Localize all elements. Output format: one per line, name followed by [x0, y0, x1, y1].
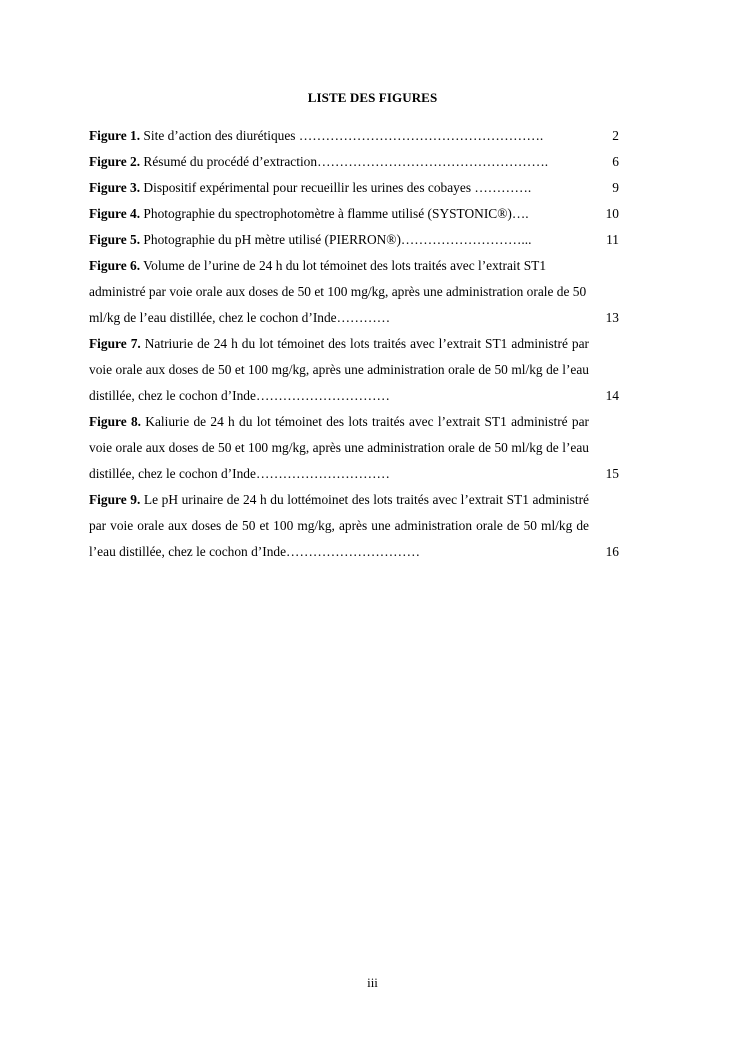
figure-caption: Dispositif expérimental pour recueillir les urines des cobayes ………….: [140, 180, 532, 195]
figure-entry-6: [89, 253, 619, 331]
figure-entry-8: [89, 409, 619, 487]
figure-entry-text: [89, 227, 589, 253]
figure-caption: Résumé du procédé d’extraction…………………………………………….: [140, 154, 549, 169]
page-number: 9: [612, 180, 619, 195]
figure-entry-1: [89, 123, 619, 149]
figure-entry-text: [89, 253, 589, 331]
figure-entry-text: [89, 331, 589, 409]
page-number: 15: [605, 466, 619, 481]
figure-label: Figure 8.: [89, 414, 142, 429]
page-number: 10: [605, 206, 619, 221]
figure-entry-5: [89, 227, 619, 253]
page-number: 16: [605, 544, 619, 559]
figure-list: [89, 123, 619, 565]
figure-label: Figure 3.: [89, 180, 141, 195]
figure-entry-3: [89, 175, 619, 201]
page-number: 2: [612, 128, 619, 143]
figure-entry-text: [89, 409, 589, 487]
figure-label: Figure 2.: [89, 154, 141, 169]
figure-entry-text: [89, 149, 589, 175]
page-folio: iii: [367, 975, 378, 990]
page-title: LISTE DES FIGURES: [307, 90, 438, 105]
figure-caption: Natriurie de 24 h du lot témoinet des lots traités avec l’extrait ST1 administré par voie orale aux doses de 50 et 100 mg/kg, après une administration orale de 50 ml/kg de l’eau distillée, chez le cochon d’Inde…………………………: [89, 336, 589, 403]
figure-entry-2: [89, 149, 619, 175]
page-number: 13: [605, 310, 619, 325]
figure-entry-text: [89, 201, 589, 227]
figure-entry-9: [89, 487, 619, 565]
figure-label: Figure 4.: [89, 206, 141, 221]
figure-label: Figure 7.: [89, 336, 141, 351]
figure-entry-text: [89, 487, 589, 565]
figure-caption: Photographie du spectrophotomètre à flamme utilisé (SYSTONIC®)….: [140, 206, 529, 221]
figure-label: Figure 5.: [89, 232, 141, 247]
figure-label: Figure 1.: [89, 128, 141, 143]
figure-caption: Kaliurie de 24 h du lot témoinet des lots traités avec l’extrait ST1 administré par voie orale aux doses de 50 et 100 mg/kg, après une administration orale de 50 ml/kg de l’eau distillée, chez le cochon d’Inde…………………………: [89, 414, 589, 481]
page-number: 6: [612, 154, 619, 169]
figure-entry-7: [89, 331, 619, 409]
figure-label: Figure 9.: [89, 492, 141, 507]
page-number: 11: [606, 232, 619, 247]
figure-label: Figure 6.: [89, 258, 141, 273]
figure-caption: Photographie du pH mètre utilisé (PIERRON®)………………………...: [140, 232, 532, 247]
figure-entry-text: [89, 123, 589, 149]
page-number: 14: [605, 388, 619, 403]
figure-entry-text: [89, 175, 589, 201]
figure-caption: Site d’action des diurétiques ……………………………………………….: [140, 128, 544, 143]
figure-caption: Le pH urinaire de 24 h du lottémoinet des lots traités avec l’extrait ST1 administré par voie orale aux doses de 50 et 100 mg/kg, après une administration orale de 50 ml/kg de l’eau distillée, chez le cochon d’Inde…………………………: [89, 492, 590, 559]
figure-entry-4: [89, 201, 619, 227]
figure-caption: Volume de l’urine de 24 h du lot témoinet des lots traités avec l’extrait ST1 administré par voie orale aux doses de 50 et 100 mg/kg, après une administration orale de 50 ml/kg de l’eau distillée, chez le cochon d’Inde…………: [89, 258, 587, 325]
